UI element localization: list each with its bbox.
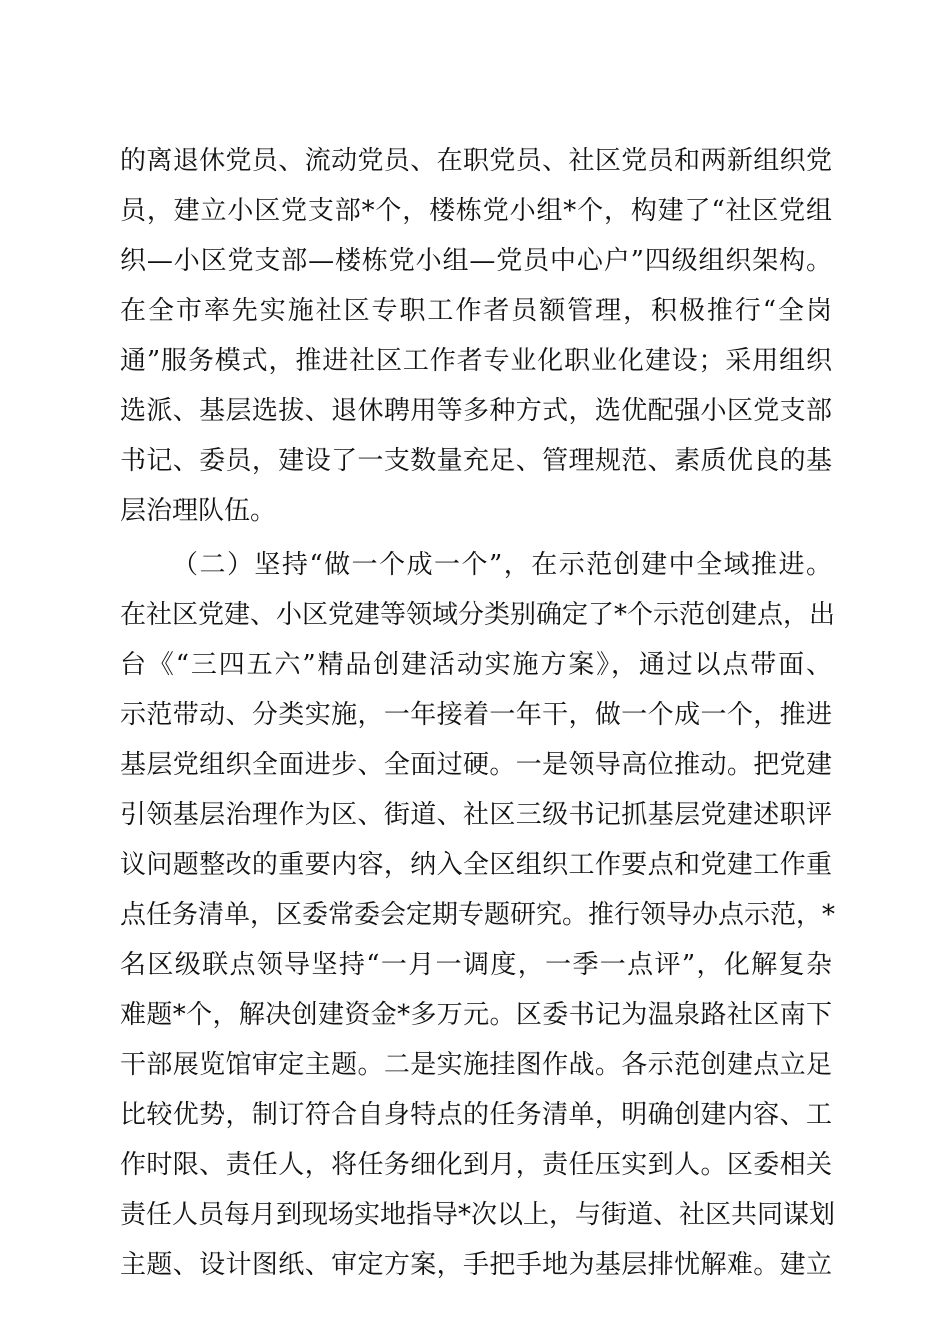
text-line: 在社区党建、小区党建等领域分类别确定了*个示范创建点，出 — [120, 600, 836, 630]
text-line: 层治理队伍。 — [120, 496, 277, 526]
text-line: 的离退休党员、流动党员、在职党员、社区党员和两新组织党 — [120, 146, 832, 176]
text-line: 在全市率先实施社区专职工作者员额管理，积极推行“全岗 — [120, 296, 832, 326]
text-line: 作时限、责任人，将任务细化到月，责任压实到人。区委相关 — [120, 1150, 832, 1180]
text-line: 选派、基层选拔、退休聘用等多种方式，选优配强小区党支部 — [120, 396, 832, 426]
text-line: 通”服务模式，推进社区工作者专业化职业化建设；采用组织 — [120, 346, 832, 376]
section-heading-line: （二）坚持“做一个成一个”，在示范创建中全域推进。 — [172, 550, 832, 580]
text-line: 名区级联点领导坚持“一月一调度，一季一点评”，化解复杂 — [120, 950, 832, 980]
text-line: 员，建立小区党支部*个，楼栋党小组*个，构建了“社区党组 — [120, 196, 832, 226]
text-line: 责任人员每月到现场实地指导*次以上，与街道、社区共同谋划 — [120, 1200, 836, 1230]
text-line: 书记、委员，建设了一支数量充足、管理规范、素质优良的基 — [120, 446, 832, 476]
text-line: 比较优势，制订符合自身特点的任务清单，明确创建内容、工 — [120, 1100, 832, 1130]
text-line: 台《“三四五六”精品创建活动实施方案》，通过以点带面、 — [120, 650, 832, 680]
text-line: 干部展览馆审定主题。二是实施挂图作战。各示范创建点立足 — [120, 1050, 832, 1080]
text-line: 基层党组织全面进步、全面过硬。一是领导高位推动。把党建 — [120, 750, 832, 780]
text-line: 主题、设计图纸、审定方案，手把手地为基层排忧解难。建立 — [120, 1250, 832, 1280]
text-line: 议问题整改的重要内容，纳入全区组织工作要点和党建工作重 — [120, 850, 832, 880]
text-line: 引领基层治理作为区、街道、社区三级书记抓基层党建述职评 — [120, 800, 832, 830]
text-line: 示范带动、分类实施，一年接着一年干，做一个成一个，推进 — [120, 700, 832, 730]
text-line: 织—小区党支部—楼栋党小组—党员中心户”四级组织架构。 — [120, 246, 832, 276]
text-line: 难题*个，解决创建资金*多万元。区委书记为温泉路社区南下 — [120, 1000, 832, 1030]
text-line: 点任务清单，区委常委会定期专题研究。推行领导办点示范，* — [120, 900, 836, 930]
